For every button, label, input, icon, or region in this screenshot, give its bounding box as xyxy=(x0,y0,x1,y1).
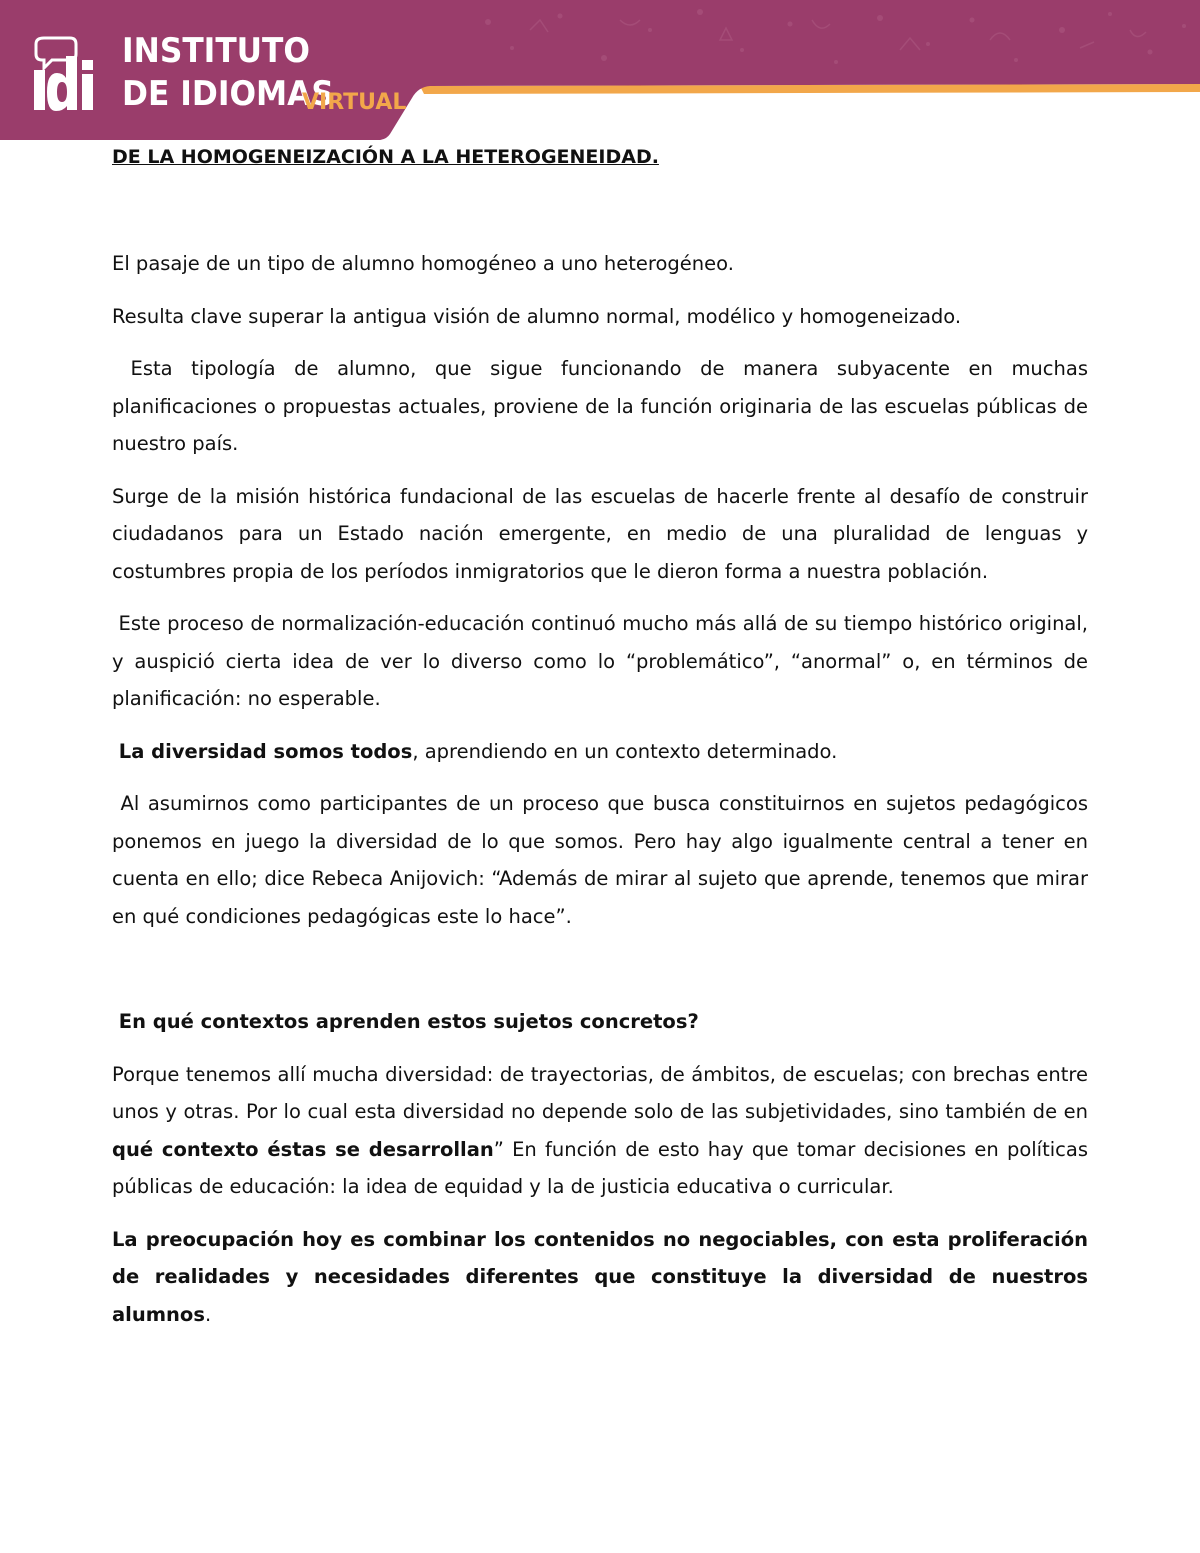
paragraph-4: Surge de la misión histórica fundacional de las escuelas de hacerle frente al desafío de construir ciudadanos para un Estado nación emergente, en medio de una pluralidad de lenguas y costumbres propia de los períodos inmigratorios que le dieron forma a nuestra población. xyxy=(112,484,1088,583)
paragraph-7: Al asumirnos como participantes de un proceso que busca constituirnos en sujetos pedagógicos ponemos en juego la diversidad de lo que somos. Pero hay algo igualmente central a tener en cuenta en ello; dice Rebeca Anijovich: “Además de mirar al sujeto que aprende, tenemos que mirar en qué condiciones pedagógicas este lo hace”. xyxy=(112,792,1095,928)
paragraph-6 xyxy=(112,733,1088,771)
logo-line-de-idiomas: DE IDIOMAS xyxy=(122,74,334,114)
paragraph-9 xyxy=(112,1221,1088,1334)
paragraph-9-end: . xyxy=(204,1302,212,1326)
section-heading-contexts: En qué contextos aprenden estos sujetos concretos? xyxy=(112,1010,699,1033)
paragraph-2: Resulta clave superar la antigua visión de alumno normal, modélico y homogeneizado. xyxy=(112,304,962,328)
paragraph-3: Esta tipología de alumno, que sigue funcionando de manera subyacente en muchas planificaciones o propuestas actuales, proviene de la función originaria de las escuelas públicas de nuestro país. xyxy=(112,357,1095,455)
paragraph-8 xyxy=(112,1056,1088,1206)
paragraph-8-part-a: Porque tenemos allí mucha diversidad: de trayectorias, de ámbitos, de escuelas; con brechas entre unos y otras. Por lo cual esta diversidad no depende solo de las subjetividades, sino también de en xyxy=(112,1062,1088,1123)
logo-line-virtual: VIRTUAL xyxy=(302,90,407,115)
idi-logo-icon xyxy=(30,36,110,116)
paragraph-6-rest: , aprendiendo en un contexto determinado. xyxy=(412,739,838,763)
header-banner xyxy=(0,0,1200,140)
document-title: DE LA HOMOGENEIZACIÓN A LA HETEROGENEIDAD. xyxy=(112,146,659,168)
logo-line-instituto: INSTITUTO xyxy=(122,31,310,71)
paragraph-9-bold: La preocupación hoy es combinar los contenidos no negociables, con esta proliferación de realidades y necesidades diferentes que constituye la diversidad de nuestros alumnos xyxy=(112,1227,1088,1326)
paragraph-1: El pasaje de un tipo de alumno homogéneo a uno heterogéneo. xyxy=(112,252,734,275)
document-body xyxy=(112,140,1095,1333)
paragraph-8-bold: qué contexto éstas se desarrollan xyxy=(112,1137,494,1161)
institute-logo xyxy=(30,30,410,120)
paragraph-8-part-b: ” En función de esto hay que tomar decisiones en políticas públicas de educación: la idea de equidad y la de justicia educativa o curricular. xyxy=(112,1137,1088,1198)
paragraph-5: Este proceso de normalización-educación continuó mucho más allá de su tiempo histórico original, y auspició cierta idea de ver lo diverso como lo “problemático”, “anormal” o, en términos de planificación: no esperable. xyxy=(112,612,1095,710)
diversity-statement: La diversidad somos todos xyxy=(112,739,413,763)
